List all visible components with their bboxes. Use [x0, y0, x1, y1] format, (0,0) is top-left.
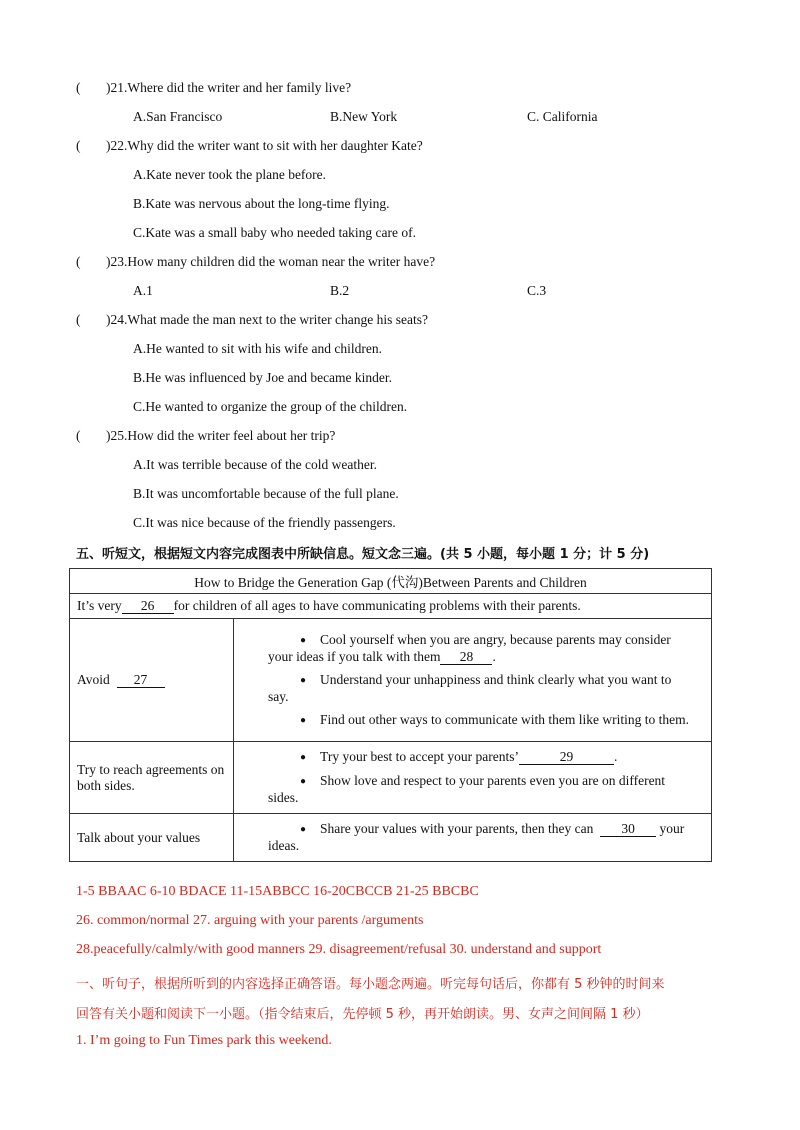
- question-21: [76, 80, 351, 96]
- bullet-item: [268, 749, 693, 766]
- bullet-text: Find out other ways to communicate with them like writing to them.: [320, 711, 689, 727]
- cell-text: It’s very: [77, 598, 122, 613]
- question-text: )22.Why did the writer want to sit with her daughter Kate?: [106, 138, 423, 153]
- answer-paren: (: [76, 312, 81, 327]
- avoid-label: Avoid: [77, 672, 110, 687]
- bullet-icon: ●: [300, 674, 307, 686]
- option-a: A.He wanted to sit with his wife and children.: [133, 341, 382, 356]
- section-1-instruction-2: 回答有关小题和阅读下一小题。（指令结束后，先停顿 5 秒，再开始朗读。男、女声之间间隔 1 秒）: [76, 1007, 649, 1022]
- section-1-instruction-1: 一、听句子，根据所听到的内容选择正确答语。每小题念两遍。听完每句话后，你都有 5 秒钟的时间来: [76, 977, 665, 992]
- bullet-text: Cool yourself when you are angry, because parents may consider your ideas if you talk with them: [268, 631, 671, 664]
- bullet-item: [268, 773, 693, 806]
- option-c: C. California: [527, 109, 598, 124]
- blank-26: 26: [122, 599, 174, 614]
- option-a: A.San Francisco: [133, 109, 223, 124]
- answer-paren: (: [76, 254, 81, 269]
- table-row-26: [70, 594, 712, 619]
- question-24: [76, 312, 428, 328]
- bullet-text: Try your best to accept your parents’: [320, 749, 520, 764]
- bullet-text: Understand your unhappiness and think clearly what you want to say.: [268, 671, 672, 704]
- bullet-item: [268, 672, 693, 705]
- values-label-cell: Talk about your values: [70, 814, 234, 862]
- option-b: B.2: [330, 283, 350, 298]
- option-a: A.Kate never took the plane before.: [133, 167, 327, 182]
- bullet-icon: ●: [300, 824, 307, 835]
- option-c: C.Kate was a small baby who needed taking care of.: [133, 225, 417, 240]
- avoid-bullets-cell: [234, 619, 712, 742]
- bullet-text: Show love and respect to your parents even you are on different sides.: [268, 773, 666, 805]
- answer-key-line-2: 26. common/normal 27. arguing with your parents /arguments: [76, 913, 424, 928]
- bullet-text: your ideas.: [268, 821, 685, 853]
- section-5-title: 五、听短文，根据短文内容完成图表中所缺信息。短文念三遍。(共 5 小题，每小题 1 分；计 5 分): [76, 547, 650, 562]
- bullet-icon: ●: [300, 714, 307, 726]
- question-text: )23.How many children did the woman near the writer have?: [106, 254, 436, 269]
- bullet-item: [268, 632, 693, 665]
- option-c: C.It was nice because of the friendly passengers.: [133, 515, 396, 530]
- bullet-item: [268, 821, 693, 854]
- agree-bullets-cell: [234, 742, 712, 814]
- bullet-icon: ●: [300, 752, 307, 763]
- option-b: B.It was uncomfortable because of the full plane.: [133, 486, 399, 501]
- question-text: )21.Where did the writer and her family live?: [106, 80, 352, 95]
- bullet-text: .: [492, 648, 496, 664]
- question-text: )25.How did the writer feel about her trip?: [106, 428, 336, 443]
- blank-27: 27: [117, 673, 165, 688]
- question-22: [76, 138, 423, 154]
- table-header: How to Bridge the Generation Gap (代沟)Between Parents and Children: [70, 569, 712, 594]
- option-a: A.It was terrible because of the cold weather.: [133, 457, 378, 472]
- blank-30: 30: [600, 822, 656, 837]
- listening-item-1: 1. I’m going to Fun Times park this weekend.: [76, 1033, 332, 1048]
- answer-paren: (: [76, 80, 81, 95]
- question-text: )24.What made the man next to the writer change his seats?: [106, 312, 429, 327]
- bullet-item: [268, 712, 693, 729]
- option-c: C.3: [527, 283, 547, 298]
- option-b: B.New York: [330, 109, 398, 124]
- blank-29: 29: [519, 750, 614, 765]
- bullet-text: Share your values with your parents, then they can: [320, 821, 594, 836]
- blank-28: 28: [440, 650, 492, 665]
- answer-paren: (: [76, 428, 81, 443]
- agree-label-cell: Try to reach agreements on both sides.: [70, 742, 234, 814]
- bullet-icon: ●: [300, 776, 307, 787]
- answer-key-line-3: 28.peacefully/calmly/with good manners 29. disagreement/refusal 30. understand and support: [76, 942, 602, 957]
- bullet-icon: ●: [300, 634, 307, 646]
- option-c: C.He wanted to organize the group of the children.: [133, 399, 408, 414]
- answer-key-line-1: 1-5 BBAAC 6-10 BDACE 11-15ABBCC 16-20CBCCB 21-25 BBCBC: [76, 884, 479, 899]
- question-25: [76, 428, 335, 444]
- option-a: A.1: [133, 283, 153, 298]
- values-bullets-cell: [234, 814, 712, 862]
- answer-paren: (: [76, 138, 81, 153]
- option-b: B.Kate was nervous about the long-time flying.: [133, 196, 390, 211]
- bullet-text: .: [614, 749, 618, 764]
- generation-gap-table: [69, 568, 712, 862]
- option-b: B.He was influenced by Joe and became kinder.: [133, 370, 393, 385]
- question-23: [76, 254, 435, 270]
- avoid-label-cell: [70, 619, 234, 742]
- cell-text: for children of all ages to have communicating problems with their parents.: [173, 598, 581, 613]
